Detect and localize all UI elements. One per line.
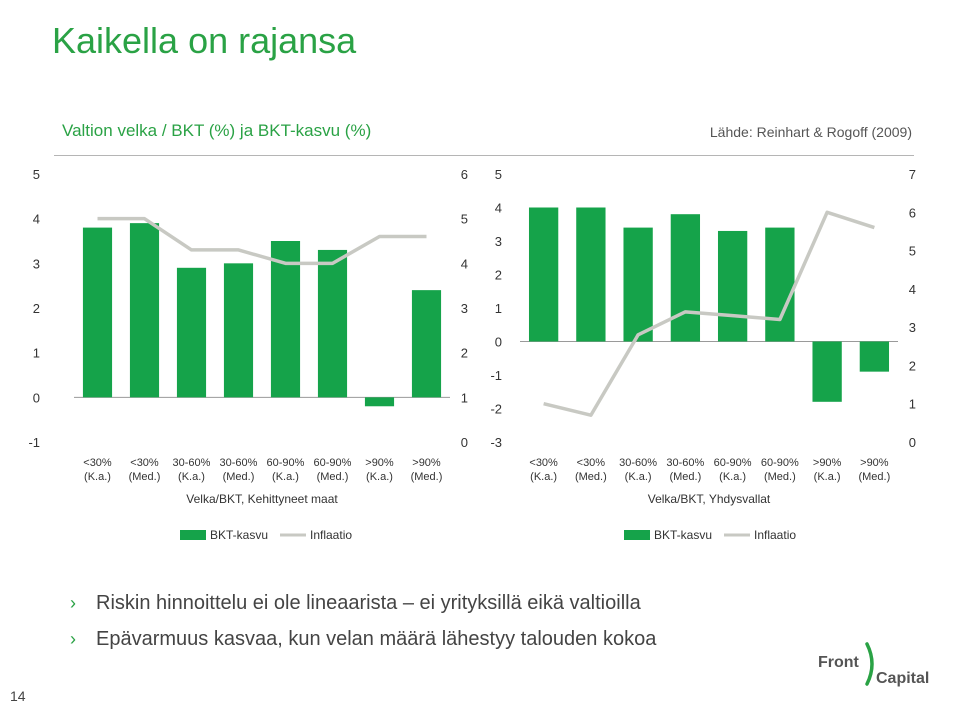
x-axis-label: Velka/BKT, Yhdysvallat bbox=[647, 492, 771, 506]
x-tick-label: (Med.) bbox=[222, 471, 255, 483]
bar-gdp-growth bbox=[130, 223, 159, 397]
x-axis-label: Velka/BKT, Kehittyneet maat bbox=[186, 492, 338, 506]
x-tick-label: (Med.) bbox=[410, 471, 443, 483]
x-tick-label: (K.a.) bbox=[813, 471, 841, 483]
y-tick-label-left: -3 bbox=[490, 435, 502, 450]
x-tick-label: 30-60% bbox=[666, 457, 705, 469]
y-tick-label-right: 6 bbox=[908, 205, 916, 221]
x-tick-label: <30% bbox=[130, 457, 159, 469]
page-number: 14 bbox=[10, 688, 26, 704]
y-tick-label-right: 4 bbox=[460, 256, 468, 272]
legend-swatch-bar bbox=[180, 530, 206, 540]
x-tick-label: <30% bbox=[576, 457, 606, 469]
x-tick-label: 30-60% bbox=[619, 457, 658, 469]
y-tick-label-left: 0 bbox=[494, 334, 502, 350]
bar-gdp-growth bbox=[576, 208, 605, 342]
x-tick-label: (Med.) bbox=[128, 471, 161, 483]
y-tick-label-left: 1 bbox=[32, 345, 40, 361]
y-tick-label-left: 5 bbox=[494, 167, 502, 182]
x-tick-label: (Med.) bbox=[669, 471, 702, 483]
bar-gdp-growth bbox=[671, 214, 700, 341]
x-tick-label: >90% bbox=[812, 457, 842, 469]
x-tick-label: (Med.) bbox=[763, 471, 796, 483]
x-tick-label: <30% bbox=[529, 457, 558, 469]
bar-gdp-growth bbox=[365, 397, 394, 406]
legend-swatch-bar bbox=[624, 530, 650, 540]
y-tick-label-right: 5 bbox=[460, 211, 468, 227]
page-title: Kaikella on rajansa bbox=[52, 20, 357, 61]
x-tick-label: >90% bbox=[860, 457, 889, 469]
chevron-right-icon: › bbox=[70, 629, 76, 649]
bar-gdp-growth bbox=[718, 231, 747, 342]
bullet-item bbox=[70, 592, 641, 615]
x-tick-label: (K.a.) bbox=[719, 471, 747, 483]
y-tick-label-right: 1 bbox=[460, 390, 468, 406]
y-tick-label-right: 4 bbox=[908, 281, 916, 297]
x-tick-label: 60-90% bbox=[713, 457, 752, 469]
y-tick-label-left: 1 bbox=[494, 301, 502, 316]
y-tick-label-left: 0 bbox=[32, 390, 40, 406]
x-tick-label: (Med.) bbox=[316, 471, 349, 483]
bar-gdp-growth bbox=[318, 250, 347, 397]
logo-word-capital: Capital bbox=[876, 670, 930, 687]
y-tick-label-right: 6 bbox=[460, 167, 468, 182]
bar-gdp-growth bbox=[623, 228, 652, 342]
bar-gdp-growth bbox=[860, 342, 889, 372]
y-tick-label-right: 1 bbox=[908, 396, 916, 412]
legend-label: BKT-kasvu bbox=[210, 528, 269, 542]
x-tick-label: <30% bbox=[83, 457, 112, 469]
y-tick-label-right: 7 bbox=[908, 167, 916, 182]
legend-label: Inflaatio bbox=[754, 528, 797, 542]
x-tick-label: >90% bbox=[365, 457, 394, 469]
bar-gdp-growth bbox=[812, 342, 841, 402]
x-tick-label: 30-60% bbox=[172, 457, 211, 469]
y-tick-label-left: -1 bbox=[28, 435, 40, 450]
bar-gdp-growth bbox=[224, 263, 253, 397]
x-tick-label: (Med.) bbox=[858, 471, 891, 483]
y-tick-label-left: 2 bbox=[494, 267, 502, 283]
source-note: Lähde: Reinhart & Rogoff (2009) bbox=[709, 124, 912, 140]
y-tick-label-right: 0 bbox=[908, 435, 916, 450]
x-tick-label: 30-60% bbox=[219, 457, 258, 469]
bar-gdp-growth bbox=[177, 268, 206, 398]
x-tick-label: (K.a.) bbox=[178, 471, 205, 483]
y-tick-label-right: 0 bbox=[460, 435, 468, 450]
x-tick-label: 60-90% bbox=[760, 457, 799, 469]
x-tick-label: (K.a.) bbox=[84, 471, 111, 483]
y-tick-label-left: 5 bbox=[32, 167, 40, 182]
y-tick-label-right: 3 bbox=[908, 320, 916, 336]
y-tick-label-left: -2 bbox=[490, 401, 502, 417]
legend-label: Inflaatio bbox=[310, 528, 353, 542]
chevron-right-icon: › bbox=[70, 593, 76, 613]
y-tick-label-left: -1 bbox=[490, 368, 502, 383]
x-tick-label: (K.a.) bbox=[366, 471, 393, 483]
y-tick-label-left: 3 bbox=[494, 234, 502, 249]
y-tick-label-right: 2 bbox=[908, 358, 916, 374]
front-capital-logo bbox=[818, 640, 938, 696]
x-tick-label: >90% bbox=[412, 457, 441, 469]
chart-subtitle: Valtion velka / BKT (%) ja BKT-kasvu (%) bbox=[62, 121, 372, 140]
y-tick-label-left: 2 bbox=[32, 301, 40, 316]
y-tick-label-left: 4 bbox=[32, 211, 40, 227]
x-tick-label: (K.a.) bbox=[624, 471, 652, 483]
bar-gdp-growth bbox=[83, 228, 112, 398]
y-tick-label-right: 3 bbox=[460, 301, 468, 316]
x-tick-label: 60-90% bbox=[266, 457, 305, 469]
y-tick-label-right: 2 bbox=[460, 345, 468, 361]
x-tick-label: (Med.) bbox=[574, 471, 607, 483]
bullet-item bbox=[70, 628, 656, 651]
y-tick-label-right: 5 bbox=[908, 243, 916, 259]
x-tick-label: (K.a.) bbox=[272, 471, 299, 483]
logo-word-front: Front bbox=[818, 654, 859, 671]
x-tick-label: 60-90% bbox=[313, 457, 352, 469]
y-tick-label-left: 4 bbox=[494, 200, 502, 216]
legend-label: BKT-kasvu bbox=[654, 528, 713, 542]
bar-gdp-growth bbox=[412, 290, 441, 397]
bar-gdp-growth bbox=[765, 228, 794, 342]
y-tick-label-left: 3 bbox=[32, 256, 40, 272]
bullet-text: Epävarmuus kasvaa, kun velan määrä lähestyy talouden kokoa bbox=[96, 628, 657, 650]
x-tick-label: (K.a.) bbox=[530, 471, 558, 483]
bullet-text: Riskin hinnoittelu ei ole lineaarista – ei yrityksillä eikä valtioilla bbox=[96, 592, 641, 614]
bar-gdp-growth bbox=[529, 208, 558, 342]
